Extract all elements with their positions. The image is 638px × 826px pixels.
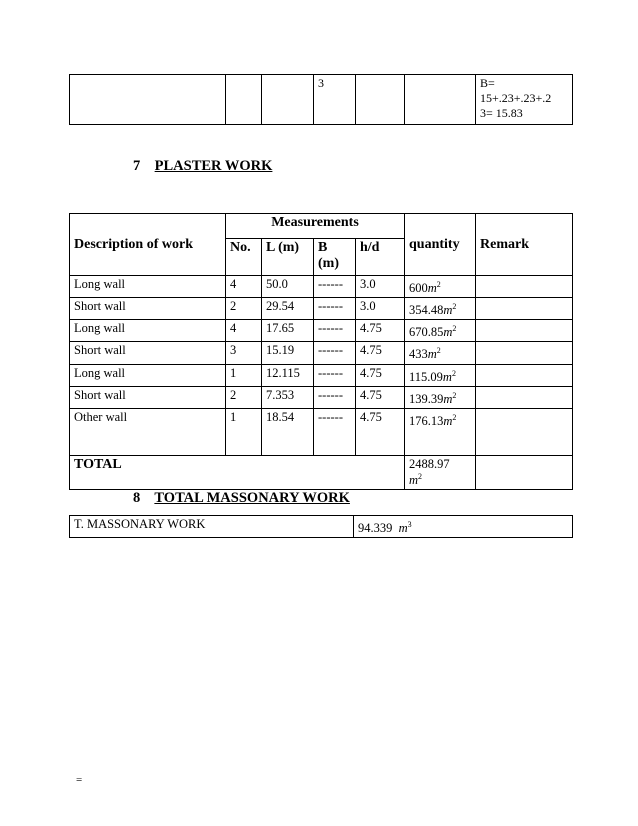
calc-line: 15+.23+.23+.2 (480, 91, 552, 105)
table-cell (70, 75, 226, 125)
quantity-unit-exponent: 2 (452, 302, 457, 312)
section-heading-plaster (133, 158, 272, 175)
cell-hd: 4.75 (356, 408, 405, 455)
cell-quantity (405, 386, 476, 408)
cell-description: Short wall (70, 298, 226, 320)
total-unit-exponent: 2 (418, 471, 423, 481)
calc-line: B= (480, 76, 495, 90)
cell-description: Long wall (70, 364, 226, 386)
table-row (70, 75, 573, 125)
cell-hd: 4.75 (356, 342, 405, 364)
header-breadth: B (m) (314, 239, 356, 276)
section-number: 7 (133, 158, 141, 174)
cell-length: 7.353 (262, 386, 314, 408)
quantity-unit: m (442, 369, 452, 384)
header-description: Description of work (70, 214, 226, 276)
quantity-unit-exponent: 2 (436, 280, 441, 289)
table-row (70, 342, 573, 364)
cell-length: 17.65 (262, 320, 314, 342)
table-row (70, 320, 573, 342)
cell-quantity (405, 408, 476, 455)
cell-quantity (405, 364, 476, 386)
total-number: 2488.97 (409, 456, 450, 471)
plaster-work-table (69, 213, 573, 490)
plaster-table-body (70, 276, 573, 456)
quantity-unit: m (427, 281, 437, 296)
cell-quantity (405, 276, 476, 298)
table-cell: 3 (314, 75, 356, 125)
table-row (70, 298, 573, 320)
quantity-unit: m (443, 414, 453, 429)
table-cell (405, 75, 476, 125)
cell-breadth: ------ (314, 298, 356, 320)
quantity-unit-exponent: 2 (436, 346, 441, 356)
cell-hd: 3.0 (356, 276, 405, 298)
cell-quantity (405, 320, 476, 342)
quantity-number: 139.39 (409, 391, 444, 406)
massonary-table (69, 515, 573, 538)
quantity-number: 600 (409, 281, 428, 296)
section-title: PLASTER WORK (154, 158, 273, 174)
section-heading-massonary (133, 490, 350, 507)
total-remark (476, 455, 573, 489)
cell-breadth: ------ (314, 408, 356, 455)
cell-breadth: ------ (314, 320, 356, 342)
massonary-unit: m (398, 521, 408, 536)
table-row (70, 386, 573, 408)
header-remark: Remark (476, 214, 573, 276)
table-cell (226, 75, 262, 125)
cell-remark (476, 342, 573, 364)
cell-remark (476, 298, 573, 320)
cell-no: 4 (226, 276, 262, 298)
cell-description: Long wall (70, 320, 226, 342)
massonary-number: 94.339 (358, 521, 393, 536)
cell-no: 1 (226, 408, 262, 455)
cell-length: 15.19 (262, 342, 314, 364)
cell-no: 1 (226, 364, 262, 386)
total-value (405, 455, 476, 489)
cell-description: Short wall (70, 342, 226, 364)
massonary-value (354, 516, 573, 538)
total-unit: m (409, 473, 419, 488)
calc-line: 3= 15.83 (480, 106, 523, 120)
table-row (70, 364, 573, 386)
quantity-number: 433 (409, 347, 428, 362)
cell-breadth: ------ (314, 386, 356, 408)
massonary-label: T. MASSONARY WORK (70, 516, 354, 538)
cell-remark (476, 320, 573, 342)
cell-length: 12.115 (262, 364, 314, 386)
table-row (70, 516, 573, 538)
total-row (70, 455, 573, 489)
cell-remark (476, 276, 573, 298)
quantity-unit: m (443, 391, 453, 406)
quantity-unit: m (427, 347, 437, 362)
table-cell-breadth-calc (476, 75, 573, 125)
header-row (70, 214, 573, 239)
quantity-unit-exponent: 2 (452, 390, 457, 400)
cell-description: Other wall (70, 408, 226, 455)
cell-remark (476, 364, 573, 386)
cell-length: 50.0 (262, 276, 314, 298)
quantity-number: 115.09 (409, 369, 443, 384)
cell-length: 18.54 (262, 408, 314, 455)
header-no: No. (226, 239, 262, 276)
cell-no: 2 (226, 386, 262, 408)
cell-hd: 4.75 (356, 386, 405, 408)
cell-hd: 4.75 (356, 320, 405, 342)
section-number: 8 (133, 490, 141, 506)
cell-description: Short wall (70, 386, 226, 408)
cell-quantity (405, 342, 476, 364)
cell-length: 29.54 (262, 298, 314, 320)
cell-breadth: ------ (314, 342, 356, 364)
cell-quantity (405, 298, 476, 320)
cell-no: 3 (226, 342, 262, 364)
table-cell (356, 75, 405, 125)
header-quantity: quantity (405, 214, 476, 276)
massonary-unit-exponent: 3 (407, 520, 412, 529)
cell-no: 2 (226, 298, 262, 320)
footer-mark: = (76, 774, 83, 786)
total-label: TOTAL (70, 455, 405, 489)
cell-hd: 3.0 (356, 298, 405, 320)
header-hd: h/d (356, 239, 405, 276)
quantity-number: 176.13 (409, 414, 444, 429)
cell-hd: 4.75 (356, 364, 405, 386)
cell-breadth: ------ (314, 276, 356, 298)
cell-remark (476, 386, 573, 408)
quantity-number: 354.48 (409, 303, 444, 318)
section-title: TOTAL MASSONARY WORK (154, 490, 350, 506)
quantity-unit-exponent: 2 (451, 368, 456, 378)
quantity-unit-exponent: 2 (452, 412, 457, 422)
cell-breadth: ------ (314, 364, 356, 386)
table-cell (262, 75, 314, 125)
header-length: L (m) (262, 239, 314, 276)
quantity-unit-exponent: 2 (452, 324, 457, 334)
header-measurements: Measurements (226, 214, 405, 239)
cell-description: Long wall (70, 276, 226, 298)
table-row (70, 276, 573, 298)
cell-no: 4 (226, 320, 262, 342)
cell-remark (476, 408, 573, 455)
table-row (70, 408, 573, 455)
quantity-unit: m (443, 303, 453, 318)
quantity-unit: m (443, 325, 453, 340)
quantity-number: 670.85 (409, 325, 444, 340)
continuation-table (69, 74, 573, 125)
